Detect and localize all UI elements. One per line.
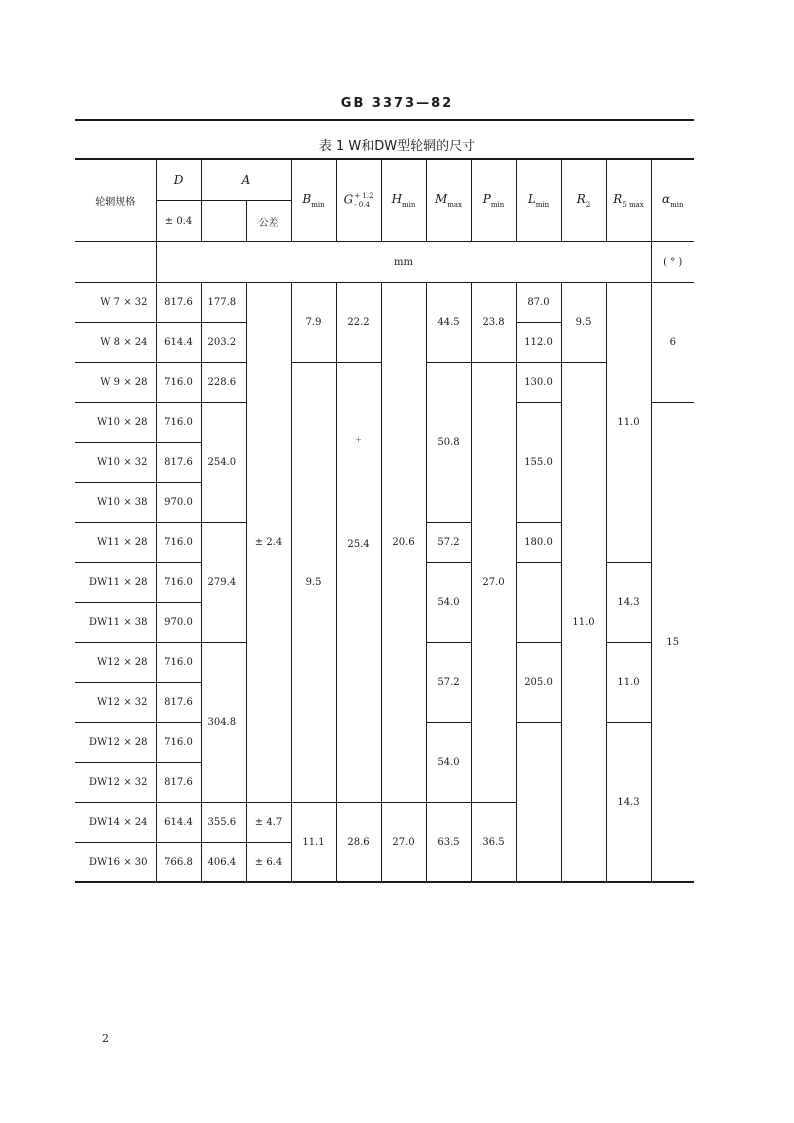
header-H: $H_{min}$ (381, 160, 426, 242)
header-alpha: $\alpha_{min}$ (651, 160, 694, 242)
cell-D: 716.0 (156, 363, 201, 403)
cell-B: 9.5 (291, 363, 336, 803)
row-spec: W10 × 28 (75, 403, 156, 443)
cell-R5: 14.3 (606, 723, 651, 883)
header-P: $P_{min}$ (471, 160, 516, 242)
cell-M: 57.2 (426, 523, 471, 563)
table-bottom-rule (75, 881, 694, 883)
cell-D: 766.8 (156, 843, 201, 883)
cell-A: 406.4 (201, 843, 246, 883)
cell-A: 254.0 (201, 403, 246, 523)
header-A-tol: 公差 (246, 201, 291, 242)
cell-D: 716.0 (156, 403, 201, 443)
cell-P: 27.0 (471, 363, 516, 803)
cell-D: 716.0 (156, 563, 201, 603)
cell-R2: 11.0 (561, 363, 606, 883)
cell-G: + 25.4 (336, 363, 381, 803)
header-M: $M_{max}$ (426, 160, 471, 242)
cell-L: 112.0 (516, 323, 561, 363)
cell-R5: 11.0 (606, 643, 651, 723)
cell-A: 279.4 (201, 523, 246, 643)
cell-G: 28.6 (336, 803, 381, 883)
cell-A-tol: ± 4.7 (246, 803, 291, 843)
header-A-empty (201, 201, 246, 242)
cell-R5: 14.3 (606, 563, 651, 643)
header-A: A (201, 160, 291, 201)
header-L: $L_{min}$ (516, 160, 561, 242)
cell-D: 614.4 (156, 323, 201, 363)
cell-A: 203.2 (201, 323, 246, 363)
header-D: D (156, 160, 201, 201)
cell-D: 716.0 (156, 723, 201, 763)
cell-D: 817.6 (156, 283, 201, 323)
cell-L: 87.0 (516, 283, 561, 323)
cell-B: 7.9 (291, 283, 336, 363)
cell-R2: 9.5 (561, 283, 606, 363)
cell-D: 970.0 (156, 603, 201, 643)
row-spec: W12 × 32 (75, 683, 156, 723)
row-spec: W 8 × 24 (75, 323, 156, 363)
cell-P: 36.5 (471, 803, 516, 883)
header-R2: $R_2$ (561, 160, 606, 242)
row-spec: W10 × 38 (75, 483, 156, 523)
cell-R5: 11.0 (606, 283, 651, 563)
cell-D: 817.6 (156, 763, 201, 803)
row-spec: W11 × 28 (75, 523, 156, 563)
cell-L: 130.0 (516, 363, 561, 403)
cell-L (516, 723, 561, 883)
row-spec: W 7 × 32 (75, 283, 156, 323)
cell-M: 63.5 (426, 803, 471, 883)
standard-code: GB 3373—82 (340, 96, 454, 111)
cell-A: 355.6 (201, 803, 246, 843)
row-spec: DW11 × 28 (75, 563, 156, 603)
header-rule (75, 119, 694, 121)
cell-H: 20.6 (381, 283, 426, 803)
cell-M: 44.5 (426, 283, 471, 363)
cell-L: 180.0 (516, 523, 561, 563)
row-spec: DW14 × 24 (75, 803, 156, 843)
cell-M: 57.2 (426, 643, 471, 723)
cell-L: 155.0 (516, 403, 561, 523)
cell-M: 54.0 (426, 563, 471, 643)
cell-A: 177.8 (201, 283, 246, 323)
row-spec: DW16 × 30 (75, 843, 156, 883)
cell-H: 27.0 (381, 803, 426, 883)
cell-alpha: 15 (651, 403, 694, 883)
cell-A: 304.8 (201, 643, 246, 803)
cell-D: 614.4 (156, 803, 201, 843)
unit-mm: mm (156, 242, 651, 283)
row-spec: DW12 × 32 (75, 763, 156, 803)
cell-A-tol: ± 2.4 (246, 283, 291, 803)
unit-spec-blank (75, 242, 156, 283)
header-spec: 轮辋规格 (75, 160, 156, 242)
cell-D: 716.0 (156, 643, 201, 683)
cell-B: 11.1 (291, 803, 336, 883)
cell-L (516, 563, 561, 643)
cell-A: 228.6 (201, 363, 246, 403)
cell-D: 817.6 (156, 683, 201, 723)
cell-M: 50.8 (426, 363, 471, 523)
cell-L: 205.0 (516, 643, 561, 723)
table-title: 表 1 W和DW型轮辋的尺寸 (318, 139, 476, 154)
header-G: G+ 1.2 - 0.4 (336, 160, 381, 242)
cell-A-tol: ± 6.4 (246, 843, 291, 883)
cell-D: 716.0 (156, 523, 201, 563)
cell-alpha: 6 (651, 283, 694, 403)
header-D-tol: ± 0.4 (156, 201, 201, 242)
rim-dimensions-table (75, 160, 694, 883)
row-spec: DW11 × 38 (75, 603, 156, 643)
row-spec: DW12 × 28 (75, 723, 156, 763)
cell-M: 54.0 (426, 723, 471, 803)
cell-P: 23.8 (471, 283, 516, 363)
header-R5: $R_{5 max}$ (606, 160, 651, 242)
row-spec: W10 × 32 (75, 443, 156, 483)
page-number: 2 (102, 1032, 109, 1045)
row-spec: W12 × 28 (75, 643, 156, 683)
unit-degree: ( ° ) (651, 242, 694, 283)
row-spec: W 9 × 28 (75, 363, 156, 403)
header-B: $B_{min}$ (291, 160, 336, 242)
cell-D: 817.6 (156, 443, 201, 483)
cell-D: 970.0 (156, 483, 201, 523)
cell-G: 22.2 (336, 283, 381, 363)
